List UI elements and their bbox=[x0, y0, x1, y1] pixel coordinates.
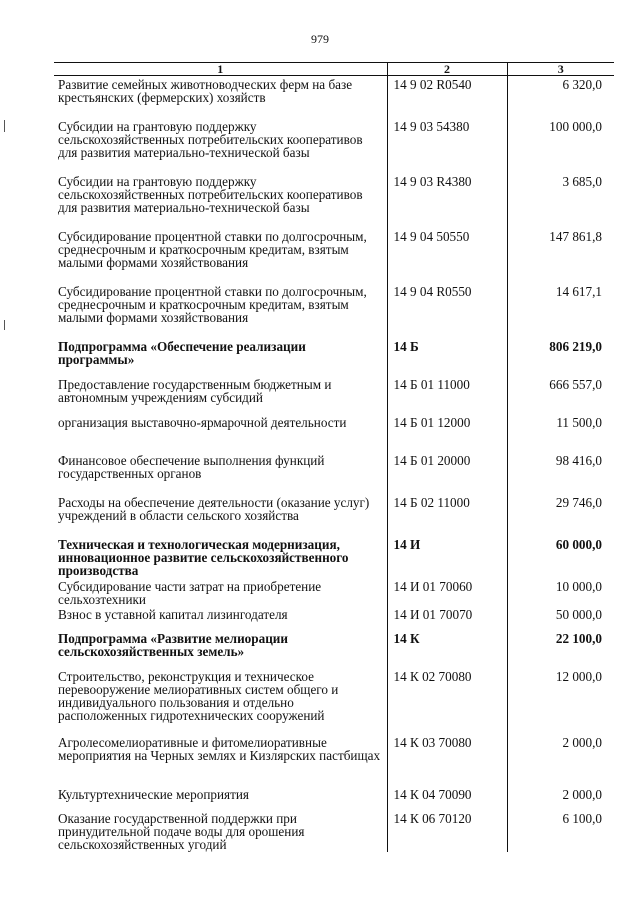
budget-code: 14 И 01 70070 bbox=[387, 606, 507, 630]
budget-code: 14 Б bbox=[387, 338, 507, 376]
table-row bbox=[54, 578, 614, 606]
budget-code: 14 9 02 R0540 bbox=[387, 76, 507, 118]
budget-amount: 12 000,0 bbox=[507, 668, 614, 734]
budget-item-name: Субсидирование процентной ставки по долгосрочным, среднесрочным и краткосрочным кредитам, взятым малыми формами хозяйствования bbox=[58, 283, 367, 325]
table-row bbox=[54, 630, 614, 668]
budget-code: 14 9 04 R0550 bbox=[387, 283, 507, 338]
table-row bbox=[54, 668, 614, 734]
budget-item-name: Развитие семейных животноводческих ферм на базе крестьянских (фермерских) хозяйств bbox=[58, 77, 353, 105]
table-row bbox=[54, 536, 614, 578]
budget-item-name: Взнос в уставной капитал лизингодателя bbox=[58, 606, 288, 622]
table-row bbox=[54, 338, 614, 376]
budget-code: 14 К 03 70080 bbox=[387, 734, 507, 786]
budget-amount: 147 861,8 bbox=[507, 228, 614, 283]
budget-item-name: Субсидии на грантовую поддержку сельскохозяйственных потребительских кооперативов для развития материально-технической базы bbox=[58, 173, 363, 215]
budget-item-name: Техническая и технологическая модернизация, инновационное развитие сельскохозяйственного производства bbox=[58, 536, 349, 578]
table-row bbox=[54, 376, 614, 414]
scan-margin-mark bbox=[4, 120, 5, 132]
scan-margin-mark bbox=[4, 320, 5, 330]
table-row bbox=[54, 118, 614, 173]
budget-item-name: Культуртехнические мероприятия bbox=[58, 786, 249, 802]
table-row bbox=[54, 414, 614, 452]
budget-item-name: Финансовое обеспечение выполнения функций государственных органов bbox=[58, 452, 325, 481]
budget-code: 14 Б 01 20000 bbox=[387, 452, 507, 494]
budget-item-name: Подпрограмма «Обеспечение реализации программы» bbox=[58, 338, 306, 367]
table-row bbox=[54, 786, 614, 810]
budget-amount: 98 416,0 bbox=[507, 452, 614, 494]
budget-item-name: Субсидии на грантовую поддержку сельскохозяйственных потребительских кооперативов для развития материально-технической базы bbox=[58, 118, 363, 160]
table-row bbox=[54, 173, 614, 228]
budget-amount: 666 557,0 bbox=[507, 376, 614, 414]
column-header: 1 bbox=[54, 63, 387, 76]
budget-code: 14 К bbox=[387, 630, 507, 668]
table-row bbox=[54, 452, 614, 494]
budget-item-name: Оказание государственной поддержки при принудительной подаче воды для орошения сельскохозяйственных угодий bbox=[58, 810, 305, 852]
table-row bbox=[54, 494, 614, 536]
budget-code: 14 Б 01 12000 bbox=[387, 414, 507, 452]
column-header: 2 bbox=[387, 63, 507, 76]
table-row bbox=[54, 606, 614, 630]
budget-amount: 60 000,0 bbox=[507, 536, 614, 578]
budget-item-name: Субсидирование процентной ставки по долгосрочным, среднесрочным и краткосрочным кредитам, взятым малыми формами хозяйствования bbox=[58, 228, 367, 270]
budget-amount: 14 617,1 bbox=[507, 283, 614, 338]
budget-code: 14 Б 01 11000 bbox=[387, 376, 507, 414]
budget-code: 14 9 03 R4380 bbox=[387, 173, 507, 228]
budget-amount: 22 100,0 bbox=[507, 630, 614, 668]
table-row bbox=[54, 734, 614, 786]
budget-code: 14 И bbox=[387, 536, 507, 578]
budget-amount: 10 000,0 bbox=[507, 578, 614, 606]
table-row bbox=[54, 76, 614, 118]
budget-amount: 806 219,0 bbox=[507, 338, 614, 376]
page-number: 979 bbox=[311, 32, 329, 46]
budget-item-name: Подпрограмма «Развитие мелиорации сельскохозяйственных земель» bbox=[58, 630, 288, 659]
budget-item-name: Расходы на обеспечение деятельности (оказание услуг) учреждений в области сельского хозяйства bbox=[58, 494, 370, 523]
budget-amount: 2 000,0 bbox=[507, 786, 614, 810]
budget-amount: 100 000,0 bbox=[507, 118, 614, 173]
budget-amount: 3 685,0 bbox=[507, 173, 614, 228]
budget-item-name: Предоставление государственным бюджетным и автономным учреждениям субсидий bbox=[58, 376, 332, 405]
budget-code: 14 И 01 70060 bbox=[387, 578, 507, 606]
budget-table bbox=[54, 62, 614, 852]
budget-item-name: Агролесомелиоративные и фитомелиоративные мероприятия на Черных землях и Кизлярских пастбищах bbox=[58, 734, 381, 763]
budget-code: 14 К 02 70080 bbox=[387, 668, 507, 734]
budget-item-name: Субсидирование части затрат на приобретение сельхозтехники bbox=[58, 578, 322, 607]
table-row bbox=[54, 810, 614, 852]
table-row bbox=[54, 228, 614, 283]
budget-item-name: Строительство, реконструкция и техническое перевооружение мелиоративных систем общего и индивидуального пользования и отдельно расположенных гидротехнических сооружений bbox=[58, 668, 339, 723]
table-row bbox=[54, 283, 614, 338]
header-row bbox=[54, 63, 614, 76]
table-body bbox=[54, 76, 614, 852]
budget-code: 14 К 04 70090 bbox=[387, 786, 507, 810]
budget-code: 14 К 06 70120 bbox=[387, 810, 507, 852]
budget-amount: 6 320,0 bbox=[507, 76, 614, 118]
budget-amount: 6 100,0 bbox=[507, 810, 614, 852]
budget-amount: 11 500,0 bbox=[507, 414, 614, 452]
budget-code: 14 9 04 50550 bbox=[387, 228, 507, 283]
column-header: 3 bbox=[507, 63, 614, 76]
budget-amount: 2 000,0 bbox=[507, 734, 614, 786]
budget-code: 14 Б 02 11000 bbox=[387, 494, 507, 536]
budget-item-name: организация выставочно-ярмарочной деятельности bbox=[58, 414, 347, 430]
budget-amount: 29 746,0 bbox=[507, 494, 614, 536]
budget-amount: 50 000,0 bbox=[507, 606, 614, 630]
budget-code: 14 9 03 54380 bbox=[387, 118, 507, 173]
